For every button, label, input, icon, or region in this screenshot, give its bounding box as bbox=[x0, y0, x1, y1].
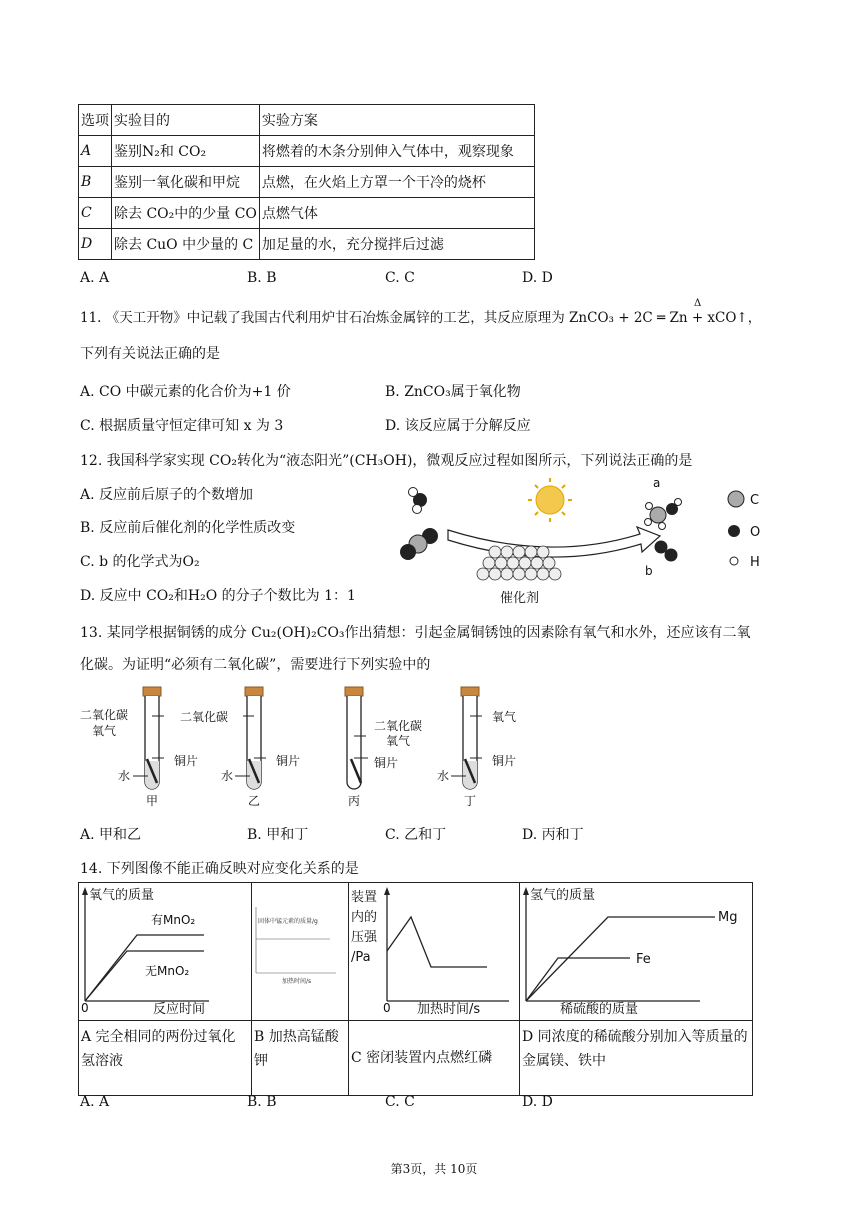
page-footer: 第3页，共 10页 bbox=[390, 1162, 478, 1176]
table-header: 实验方案 bbox=[259, 105, 534, 136]
oxygen-molecule bbox=[655, 541, 678, 562]
graph-caption: B 加热高锰酸钾 bbox=[252, 1021, 349, 1096]
table-cell: 点燃，在火焰上方罩一个干冷的烧杯 bbox=[259, 167, 534, 198]
graph-xlabel: 加热时间/s bbox=[417, 1002, 481, 1016]
graph-ylabel-1: 装置 bbox=[351, 890, 378, 905]
table-row bbox=[79, 229, 535, 260]
series-label: 无MnO₂ bbox=[145, 964, 190, 978]
series-label: 有MnO₂ bbox=[151, 913, 196, 927]
q13-option-c[interactable]: C. 乙和丁 bbox=[385, 827, 447, 843]
series-label: Mg bbox=[718, 910, 738, 925]
q13-option-b[interactable]: B. 甲和丁 bbox=[247, 827, 309, 843]
graph-cell-c bbox=[349, 883, 520, 1021]
gas-label: 二氧化碳 bbox=[180, 710, 229, 724]
gas-label: 氧气 bbox=[492, 710, 517, 724]
question-12-stem: 12. 我国科学家实现 CO₂转化为“液态阳光”(CH₃OH)，微观反应过程如图所示，下列说法正确的是 bbox=[80, 453, 693, 469]
gas-label: 二氧化碳 bbox=[374, 719, 423, 733]
option-d[interactable]: D. D bbox=[522, 270, 553, 286]
graph-b bbox=[252, 883, 348, 1016]
graph-a bbox=[79, 883, 251, 1016]
table-cell: 鉴别一氧化碳和甲烷 bbox=[112, 167, 260, 198]
table-cell: D bbox=[79, 229, 112, 260]
graph-cell-b bbox=[252, 883, 349, 1021]
q11-option-d[interactable]: D. 该反应属于分解反应 bbox=[385, 418, 531, 434]
reaction-arrow bbox=[448, 527, 660, 557]
graph-cell-a bbox=[79, 883, 252, 1021]
sun-icon bbox=[528, 478, 572, 522]
graph-origin: 0 bbox=[383, 1001, 391, 1015]
graph-xlabel: 稀硫酸的质量 bbox=[560, 1002, 639, 1016]
graph-caption: A 完全相同的两份过氧化氢溶液 bbox=[79, 1021, 252, 1096]
table-cell: A bbox=[79, 136, 112, 167]
q12-option-d[interactable]: D. 反应中 CO₂和H₂O 的分子个数比为 1：1 bbox=[80, 588, 356, 604]
copper-rust-experiment-tubes bbox=[78, 683, 538, 815]
graph-cell-d bbox=[520, 883, 753, 1021]
graph-caption: D 同浓度的稀硫酸分别加入等质量的金属镁、铁中 bbox=[520, 1021, 753, 1096]
gas-label: 二氧化碳 bbox=[80, 708, 129, 722]
legend-label: C bbox=[750, 493, 760, 508]
graph-caption: C 密闭装置内点燃红磷 bbox=[349, 1021, 520, 1096]
table-cell: B bbox=[79, 167, 112, 198]
q14-option-c[interactable]: C. C bbox=[385, 1094, 415, 1110]
question-14-stem: 14. 下列图像不能正确反映对应变化关系的是 bbox=[80, 861, 359, 877]
graph-table bbox=[78, 882, 753, 1096]
q11-option-b[interactable]: B. ZnCO₃属于氧化物 bbox=[385, 384, 521, 400]
table-cell: 将燃着的木条分别伸入气体中，观察现象 bbox=[259, 136, 534, 167]
tube-ding bbox=[437, 687, 516, 808]
legend-carbon-icon bbox=[728, 491, 744, 507]
tube-name: 甲 bbox=[146, 794, 159, 808]
tube-name: 丙 bbox=[348, 794, 361, 808]
question-11-stem: 11. 《天工开物》中记载了我国古代利用炉甘石冶炼金属锌的工艺，其反应原理为 ZnCO₃ + 2C ═ Zn + xCO↑， bbox=[80, 310, 762, 326]
option-c[interactable]: C. C bbox=[385, 270, 415, 286]
graph-ylabel-2: 内的 bbox=[351, 910, 378, 925]
water-label: 水 bbox=[221, 769, 234, 783]
graph-origin: 0 bbox=[81, 1001, 89, 1015]
gas-label: 氧气 bbox=[386, 734, 411, 748]
question-11-stem-cont: 下列有关说法正确的是 bbox=[80, 346, 220, 362]
caption-row bbox=[79, 1021, 753, 1096]
label-a: a bbox=[653, 476, 661, 490]
q13-option-a[interactable]: A. 甲和乙 bbox=[80, 827, 142, 843]
q14-option-a[interactable]: A. A bbox=[80, 1094, 110, 1110]
legend-hydrogen-icon bbox=[730, 557, 738, 565]
tube-bing bbox=[345, 687, 422, 808]
graph-ylabel: 氢气的质量 bbox=[530, 888, 596, 903]
water-label: 水 bbox=[118, 769, 131, 783]
metal-label: 铜片 bbox=[174, 754, 199, 768]
graph-ylabel-3: 压强 bbox=[351, 930, 378, 945]
table-cell: 除去 CO₂中的少量 CO bbox=[112, 198, 260, 229]
legend-label: H bbox=[750, 555, 760, 570]
water-label: 水 bbox=[437, 769, 450, 783]
q13-option-d[interactable]: D. 丙和丁 bbox=[522, 827, 584, 843]
gas-label: 氧气 bbox=[92, 724, 117, 738]
label-b: b bbox=[645, 564, 653, 578]
q11-option-a[interactable]: A. CO 中碳元素的化合价为+1 价 bbox=[80, 384, 291, 400]
legend-oxygen-icon bbox=[728, 525, 740, 537]
tube-yi bbox=[180, 687, 300, 808]
graph-row bbox=[79, 883, 753, 1021]
graph-c bbox=[349, 883, 519, 1016]
methanol-molecule bbox=[645, 499, 682, 530]
table-header-row bbox=[79, 105, 535, 136]
metal-label: 铜片 bbox=[276, 754, 301, 768]
tube-name: 乙 bbox=[248, 794, 261, 808]
q12-option-c[interactable]: C. b 的化学式为O₂ bbox=[80, 554, 200, 570]
table-cell: C bbox=[79, 198, 112, 229]
table-cell: 点燃气体 bbox=[259, 198, 534, 229]
microscopic-reaction-diagram bbox=[390, 472, 790, 612]
question-13-stem: 13. 某同学根据铜锈的成分 Cu₂(OH)₂CO₃作出猜想：引起金属铜锈蚀的因素除有氧气和水外，还应该有二氧 bbox=[80, 625, 751, 641]
graph-ylabel-4: /Pa bbox=[351, 950, 371, 965]
graph-ylabel: 氧气的质量 bbox=[89, 888, 155, 903]
q14-option-b[interactable]: B. B bbox=[247, 1094, 277, 1110]
tube-jia bbox=[80, 687, 198, 808]
question-13-stem-cont: 化碳。为证明“必须有二氧化碳”，需要进行下列实验中的 bbox=[80, 657, 431, 673]
metal-label: 铜片 bbox=[492, 754, 517, 768]
metal-label: 铜片 bbox=[374, 756, 399, 770]
water-molecule bbox=[409, 488, 428, 514]
q14-option-d[interactable]: D. D bbox=[522, 1094, 553, 1110]
q12-option-b[interactable]: B. 反应前后催化剂的化学性质改变 bbox=[80, 520, 296, 536]
table-header: 实验目的 bbox=[112, 105, 260, 136]
co2-molecule bbox=[400, 528, 438, 560]
table-row bbox=[79, 136, 535, 167]
table-header: 选项 bbox=[79, 105, 112, 136]
table-row bbox=[79, 167, 535, 198]
q12-option-a[interactable]: A. 反应前后原子的个数增加 bbox=[80, 487, 254, 503]
option-b[interactable]: B. B bbox=[247, 270, 277, 286]
graph-ylabel: 固体中锰元素的质量/g bbox=[258, 918, 318, 925]
table-cell: 加足量的水，充分搅拌后过滤 bbox=[259, 229, 534, 260]
graph-xlabel: 加热时间/s bbox=[282, 978, 312, 985]
table-cell: 除去 CuO 中少量的 C bbox=[112, 229, 260, 260]
heating-condition-mark: Δ bbox=[694, 298, 702, 309]
series-label: Fe bbox=[636, 952, 651, 967]
q11-option-c[interactable]: C. 根据质量守恒定律可知 x 为 3 bbox=[80, 418, 284, 434]
graph-d bbox=[520, 883, 752, 1016]
experiment-table bbox=[78, 104, 535, 260]
catalyst-particles bbox=[477, 546, 561, 580]
graph-xlabel: 反应时间 bbox=[153, 1002, 206, 1016]
table-cell: 鉴别N₂和 CO₂ bbox=[112, 136, 260, 167]
tube-name: 丁 bbox=[464, 794, 477, 808]
table-row bbox=[79, 198, 535, 229]
catalyst-label: 催化剂 bbox=[500, 591, 540, 606]
legend-label: O bbox=[750, 525, 761, 540]
option-a[interactable]: A. A bbox=[80, 270, 110, 286]
